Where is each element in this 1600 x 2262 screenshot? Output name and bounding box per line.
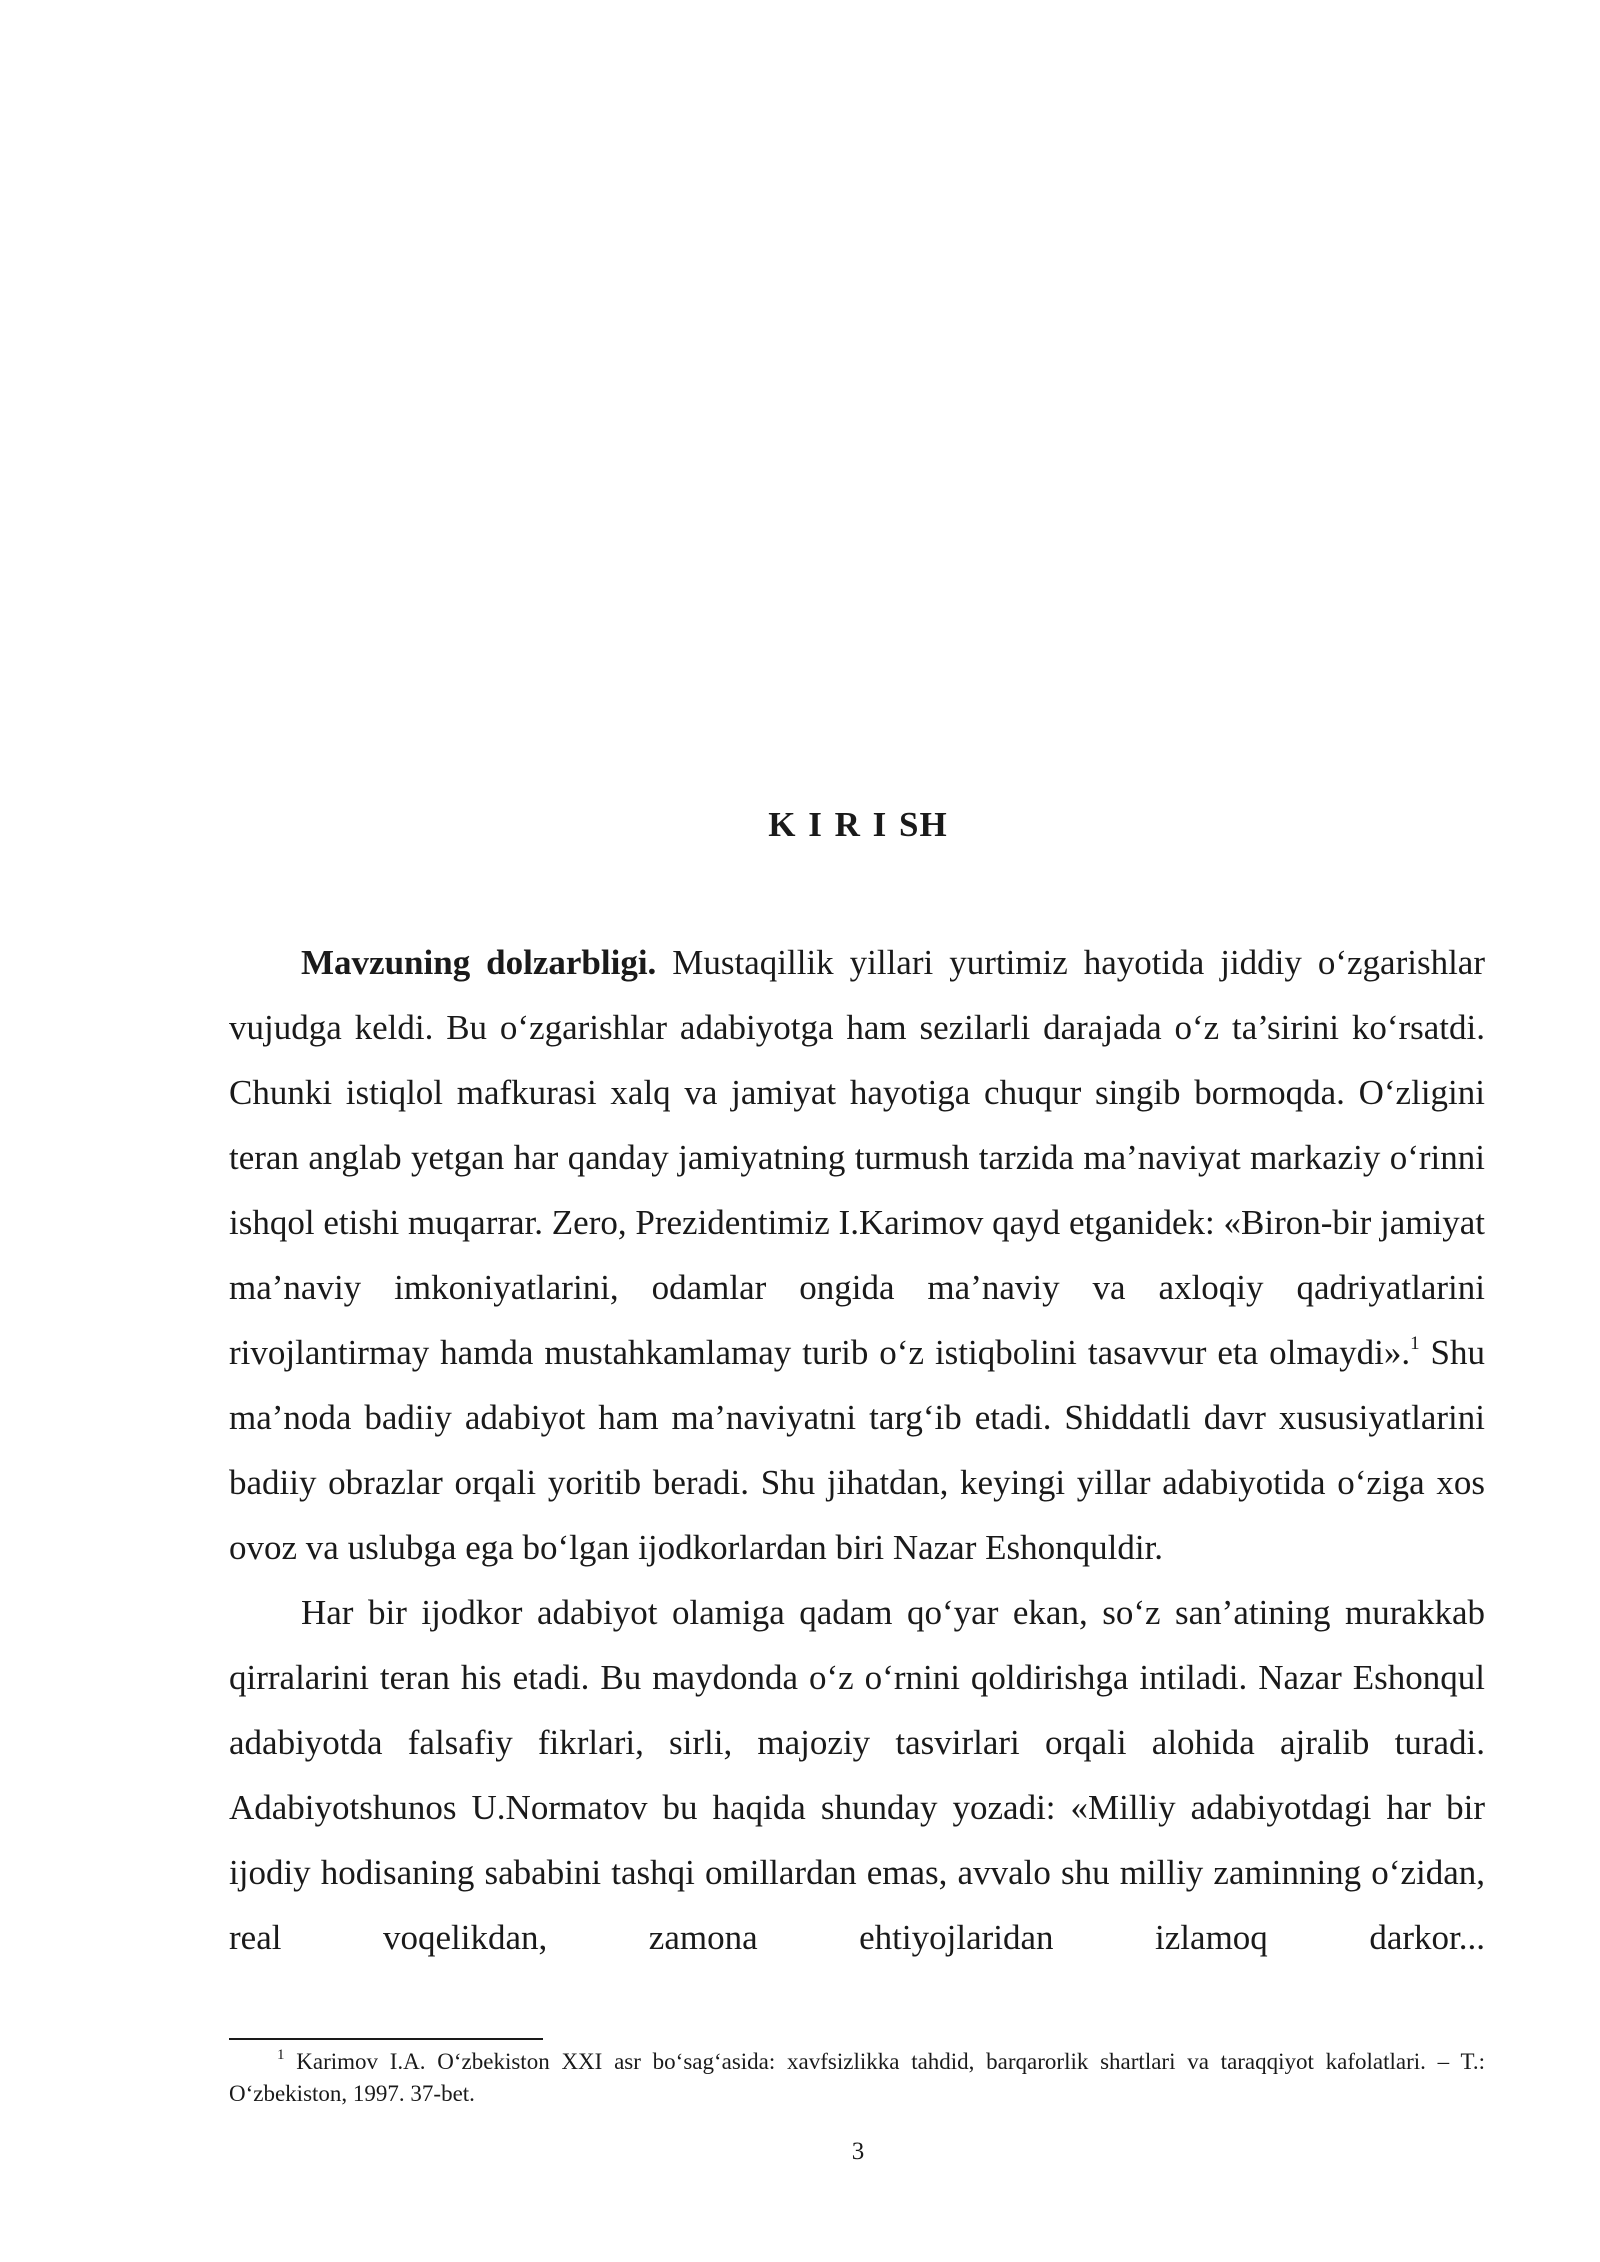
footnote	[229, 2046, 1485, 2110]
page-number: 3	[851, 2138, 865, 2165]
paragraph-relevance	[229, 930, 1485, 1580]
footnote-text: Karimov I.A. O‘zbekiston XXI asr bo‘sag‘asida: xavfsizlikka tahdid, barqarorlik shartlari va taraqqiyot kafolatlari. – T.: O‘zbekiston, 1997. 37-bet.	[229, 2049, 1485, 2106]
paragraph-lead-heading: Mavzuning dolzarbligi.	[301, 943, 657, 982]
paragraph-text-continued: Shu ma’noda badiiy adabiyot ham ma’naviyatni targ‘ib etadi. Shiddatli davr xususiyatlarini badiiy obrazlar orqali yoritib beradi. Shu jihatdan, keyingi yillar adabiyotida o‘ziga xos ovoz va uslubga ega bo‘lgan ijodkorlardan biri Nazar Eshonquldir.	[229, 1333, 1485, 1567]
paragraph-second: Har bir ijodkor adabiyot olamiga qadam qo‘yar ekan, so‘z san’atining murakkab qirralarini teran his etadi. Bu maydonda o‘z o‘rnini qoldirishga intiladi. Nazar Eshonqul adabiyotda falsafiy fikrlari, sirli, majoziy tasvirlari orqali alohida ajralib turadi. Adabiyotshunos U.Normatov bu haqida shunday yozadi: «Milliy adabiyotdagi har bir ijodiy hodisaning sababini tashqi omillardan emas, avvalo shu milliy zaminning o‘zidan, real voqelikdan, zamona ehtiyojlaridan izlamoq darkor...	[229, 1593, 1485, 1957]
footnote-reference: 1	[1410, 1333, 1420, 1354]
footnote-separator	[229, 2038, 543, 2040]
chapter-title: K I R I SH	[768, 805, 948, 844]
paragraph-text: Mustaqillik yillari yurtimiz hayotida jiddiy o‘zgarishlar vujudga keldi. Bu o‘zgarishlar adabiyotga ham sezilarli darajada o‘z ta’sirini ko‘rsatdi. Chunki istiqlol mafkurasi xalq va jamiyat hayotiga chuqur singib bormoqda. O‘zligini teran anglab yetgan har qanday jamiyatning turmush tarzida ma’naviyat markaziy o‘rinni ishqol etishi muqarrar. Zero, Prezidentimiz I.Karimov qayd etganidek: «Biron-bir jamiyat ma’naviy imkoniyatlarini, odamlar ongida ma’naviy va axloqiy qadriyatlarini rivojlantirmay hamda mustahkamlamay turib o‘z istiqbolini tasavvur eta olmaydi».	[229, 943, 1485, 1372]
footnote-number: 1	[277, 2047, 285, 2063]
body-text	[229, 930, 1485, 1970]
